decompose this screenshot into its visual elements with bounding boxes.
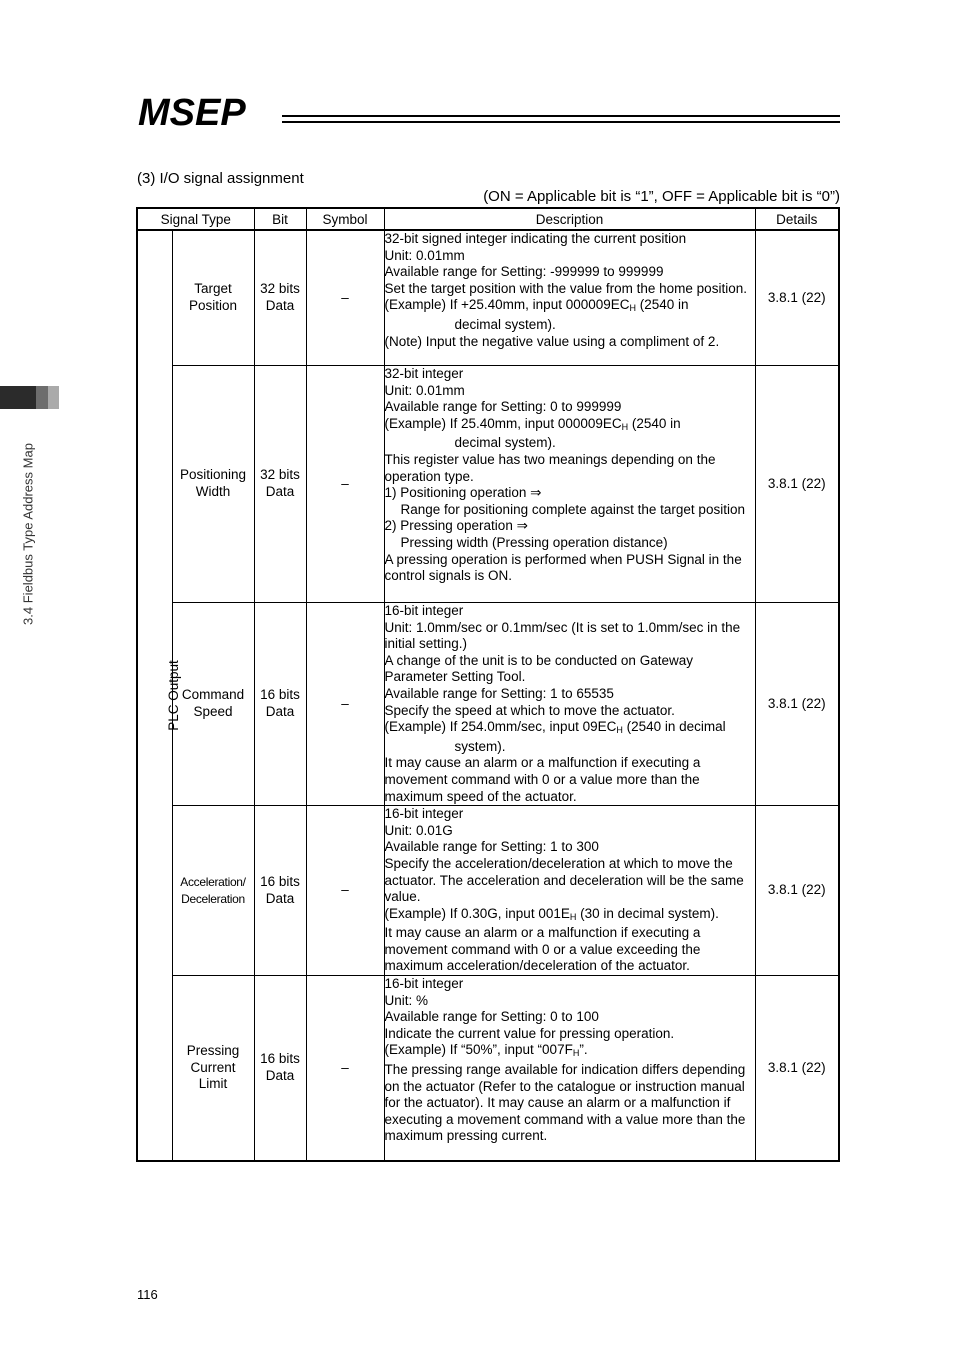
io-signal-table — [136, 207, 840, 1162]
header-details: Details — [755, 208, 839, 230]
signal-type-cell: Pressing Current Limit — [172, 976, 254, 1162]
details-cell: 3.8.1 (22) — [755, 603, 839, 806]
side-tab-dark — [0, 386, 36, 409]
bit-cell: 32 bits Data — [254, 366, 306, 603]
msep-logo — [138, 92, 278, 132]
side-tab-mid — [36, 386, 48, 409]
signal-type-cell: Target Position — [172, 230, 254, 366]
details-cell: 3.8.1 (22) — [755, 806, 839, 976]
signal-type-cell: Command Speed — [172, 603, 254, 806]
description-cell: 32-bit signed integer indicating the current position Unit: 0.01mm Available range for Setting: -999999 to 999999 Set the target position with the value from the home position. (Example) If +25.40mm, input $000009EC_H$ (2540 in decimal system). (Note) Input the negative value using a compliment of 2. — [384, 230, 755, 366]
page-number: 116 — [137, 1287, 158, 1302]
table-row — [137, 806, 839, 976]
bit-cell: 32 bits Data — [254, 230, 306, 366]
symbol-cell: – — [306, 603, 384, 806]
header-bit: Bit — [254, 208, 306, 230]
signal-type-cell: Acceleration/ Deceleration — [172, 806, 254, 976]
bit-cell: 16 bits Data — [254, 976, 306, 1162]
legend-note: (ON = Applicable bit is “1”, OFF = Applicable bit is “0”) — [483, 188, 840, 205]
description-cell: 32-bit integer Unit: 0.01mm Available range for Setting: 0 to 999999 (Example) If 25.40mm, input $000009EC_H$ (2540 in decimal system). This register value has two meanings depending on the operation type. 1) Positioning operation ⇒ Range for positioning complete against the target position 2) Pressing operation ⇒ Pressing width (Pressing operation distance) A pressing operation is performed when PUSH Signal in the control signals is ON. — [384, 366, 755, 603]
side-tab-label: 3.4 Fieldbus Type Address Map — [20, 443, 36, 625]
header-description: Description — [384, 208, 755, 230]
header-symbol: Symbol — [306, 208, 384, 230]
table-row — [137, 976, 839, 1162]
plc-output-group — [137, 230, 181, 1161]
section-title: (3) I/O signal assignment — [137, 170, 304, 187]
symbol-cell: – — [306, 230, 384, 366]
symbol-cell: – — [306, 806, 384, 976]
side-tab-light — [48, 386, 59, 409]
header-rule-top — [282, 115, 840, 117]
plc-output-label: PLC Output — [165, 660, 181, 731]
header-signal-type: Signal Type — [137, 208, 254, 230]
bit-cell: 16 bits Data — [254, 603, 306, 806]
signal-type-cell: Positioning Width — [172, 366, 254, 603]
description-cell: 16-bit integer Unit: 0.01G Available range for Setting: 1 to 300 Specify the acceleration/deceleration at which to move the actuator. The acceleration and deceleration will be the same value. (Example) If 0.30G, input $001E_H$ (30 in decimal system). It may cause an alarm or a malfunction if executing a movement command with 0 or a value exceeding the maximum acceleration/deceleration of the actuator. — [384, 806, 755, 976]
details-cell: 3.8.1 (22) — [755, 230, 839, 366]
table-row — [137, 230, 839, 366]
details-cell: 3.8.1 (22) — [755, 366, 839, 603]
details-cell: 3.8.1 (22) — [755, 976, 839, 1162]
header-rule-bottom — [282, 121, 840, 123]
table-row — [137, 366, 839, 603]
description-cell: 16-bit integer Unit: % Available range for Setting: 0 to 100 Indicate the current value for pressing operation. (Example) If “50%”, input “$007F_H$”. The pressing range available for indication differs depending on the actuator (Refer to the catalogue or instruction manual for the actuator). It may cause an alarm or a malfunction if executing a movement command with a value more than the maximum pressing current. — [384, 976, 755, 1162]
table-header-row — [137, 208, 839, 230]
symbol-cell: – — [306, 366, 384, 603]
logo-m: MSEP — [138, 92, 246, 132]
description-cell: 16-bit integer Unit: 1.0mm/sec or 0.1mm/sec (It is set to 1.0mm/sec in the initial setting.) A change of the unit is to be conducted on Gateway Parameter Setting Tool. Available range for Setting: 1 to 65535 Specify the speed at which to move the actuator. (Example) If 254.0mm/sec, input $09EC_H$ (2540 in decimal system). It may cause an alarm or a malfunction if executing a movement command with 0 or a value more than the maximum speed of the actuator. — [384, 603, 755, 806]
bit-cell: 16 bits Data — [254, 806, 306, 976]
table-row — [137, 603, 839, 806]
symbol-cell: – — [306, 976, 384, 1162]
